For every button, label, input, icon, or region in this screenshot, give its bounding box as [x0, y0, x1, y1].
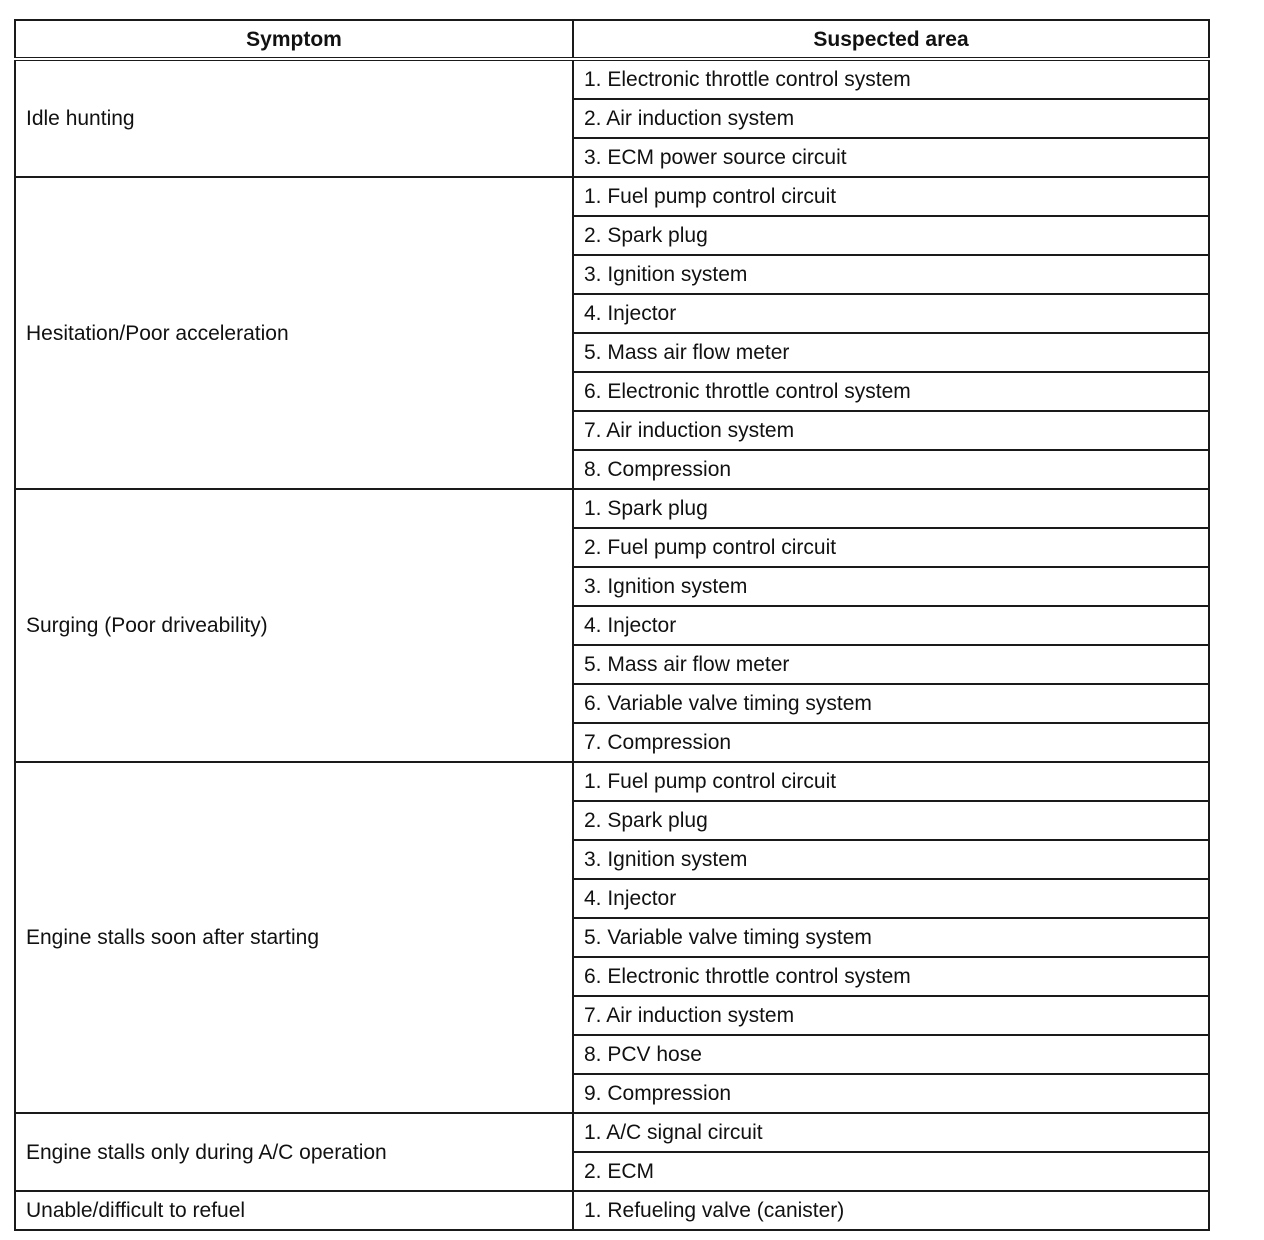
suspected-area-cell: 2. Air induction system [573, 99, 1209, 138]
suspected-area-cell: 1. Fuel pump control circuit [573, 762, 1209, 801]
symptom-column-header: Symptom [15, 20, 573, 59]
suspected-area-cell: 4. Injector [573, 879, 1209, 918]
suspected-area-cell: 6. Electronic throttle control system [573, 957, 1209, 996]
table-row [15, 177, 1209, 216]
suspected-area-cell: 2. Fuel pump control circuit [573, 528, 1209, 567]
suspected-area-cell: 8. Compression [573, 450, 1209, 489]
suspected-area-cell: 5. Mass air flow meter [573, 333, 1209, 372]
suspected-area-cell: 3. Ignition system [573, 840, 1209, 879]
suspected-area-cell: 5. Variable valve timing system [573, 918, 1209, 957]
suspected-area-cell: 8. PCV hose [573, 1035, 1209, 1074]
suspected-area-cell: 7. Air induction system [573, 996, 1209, 1035]
table-row [15, 1113, 1209, 1152]
suspected-area-cell: 3. Ignition system [573, 567, 1209, 606]
suspected-area-cell: 1. A/C signal circuit [573, 1113, 1209, 1152]
header-row [15, 20, 1209, 59]
symptom-cell: Surging (Poor driveability) [15, 489, 573, 762]
table-header [15, 20, 1209, 59]
suspected-area-cell: 4. Injector [573, 606, 1209, 645]
suspected-area-cell: 2. Spark plug [573, 216, 1209, 255]
suspected-area-cell: 1. Refueling valve (canister) [573, 1191, 1209, 1230]
suspected-area-cell: 1. Fuel pump control circuit [573, 177, 1209, 216]
symptom-table [14, 19, 1210, 1231]
suspected-area-cell: 6. Electronic throttle control system [573, 372, 1209, 411]
symptom-cell: Engine stalls soon after starting [15, 762, 573, 1113]
suspected-area-cell: 5. Mass air flow meter [573, 645, 1209, 684]
table-row [15, 59, 1209, 99]
suspected-area-column-header: Suspected area [573, 20, 1209, 59]
suspected-area-cell: 2. Spark plug [573, 801, 1209, 840]
suspected-area-cell: 2. ECM [573, 1152, 1209, 1191]
suspected-area-cell: 1. Spark plug [573, 489, 1209, 528]
suspected-area-cell: 4. Injector [573, 294, 1209, 333]
suspected-area-cell: 6. Variable valve timing system [573, 684, 1209, 723]
table-row [15, 489, 1209, 528]
symptom-cell: Engine stalls only during A/C operation [15, 1113, 573, 1191]
suspected-area-cell: 1. Electronic throttle control system [573, 59, 1209, 99]
table-body [15, 59, 1209, 1230]
suspected-area-cell: 7. Air induction system [573, 411, 1209, 450]
symptom-cell: Idle hunting [15, 59, 573, 177]
suspected-area-cell: 9. Compression [573, 1074, 1209, 1113]
table-row [15, 762, 1209, 801]
suspected-area-cell: 7. Compression [573, 723, 1209, 762]
suspected-area-cell: 3. Ignition system [573, 255, 1209, 294]
table-row [15, 1191, 1209, 1230]
suspected-area-cell: 3. ECM power source circuit [573, 138, 1209, 177]
symptom-cell: Unable/difficult to refuel [15, 1191, 573, 1230]
symptom-cell: Hesitation/Poor acceleration [15, 177, 573, 489]
